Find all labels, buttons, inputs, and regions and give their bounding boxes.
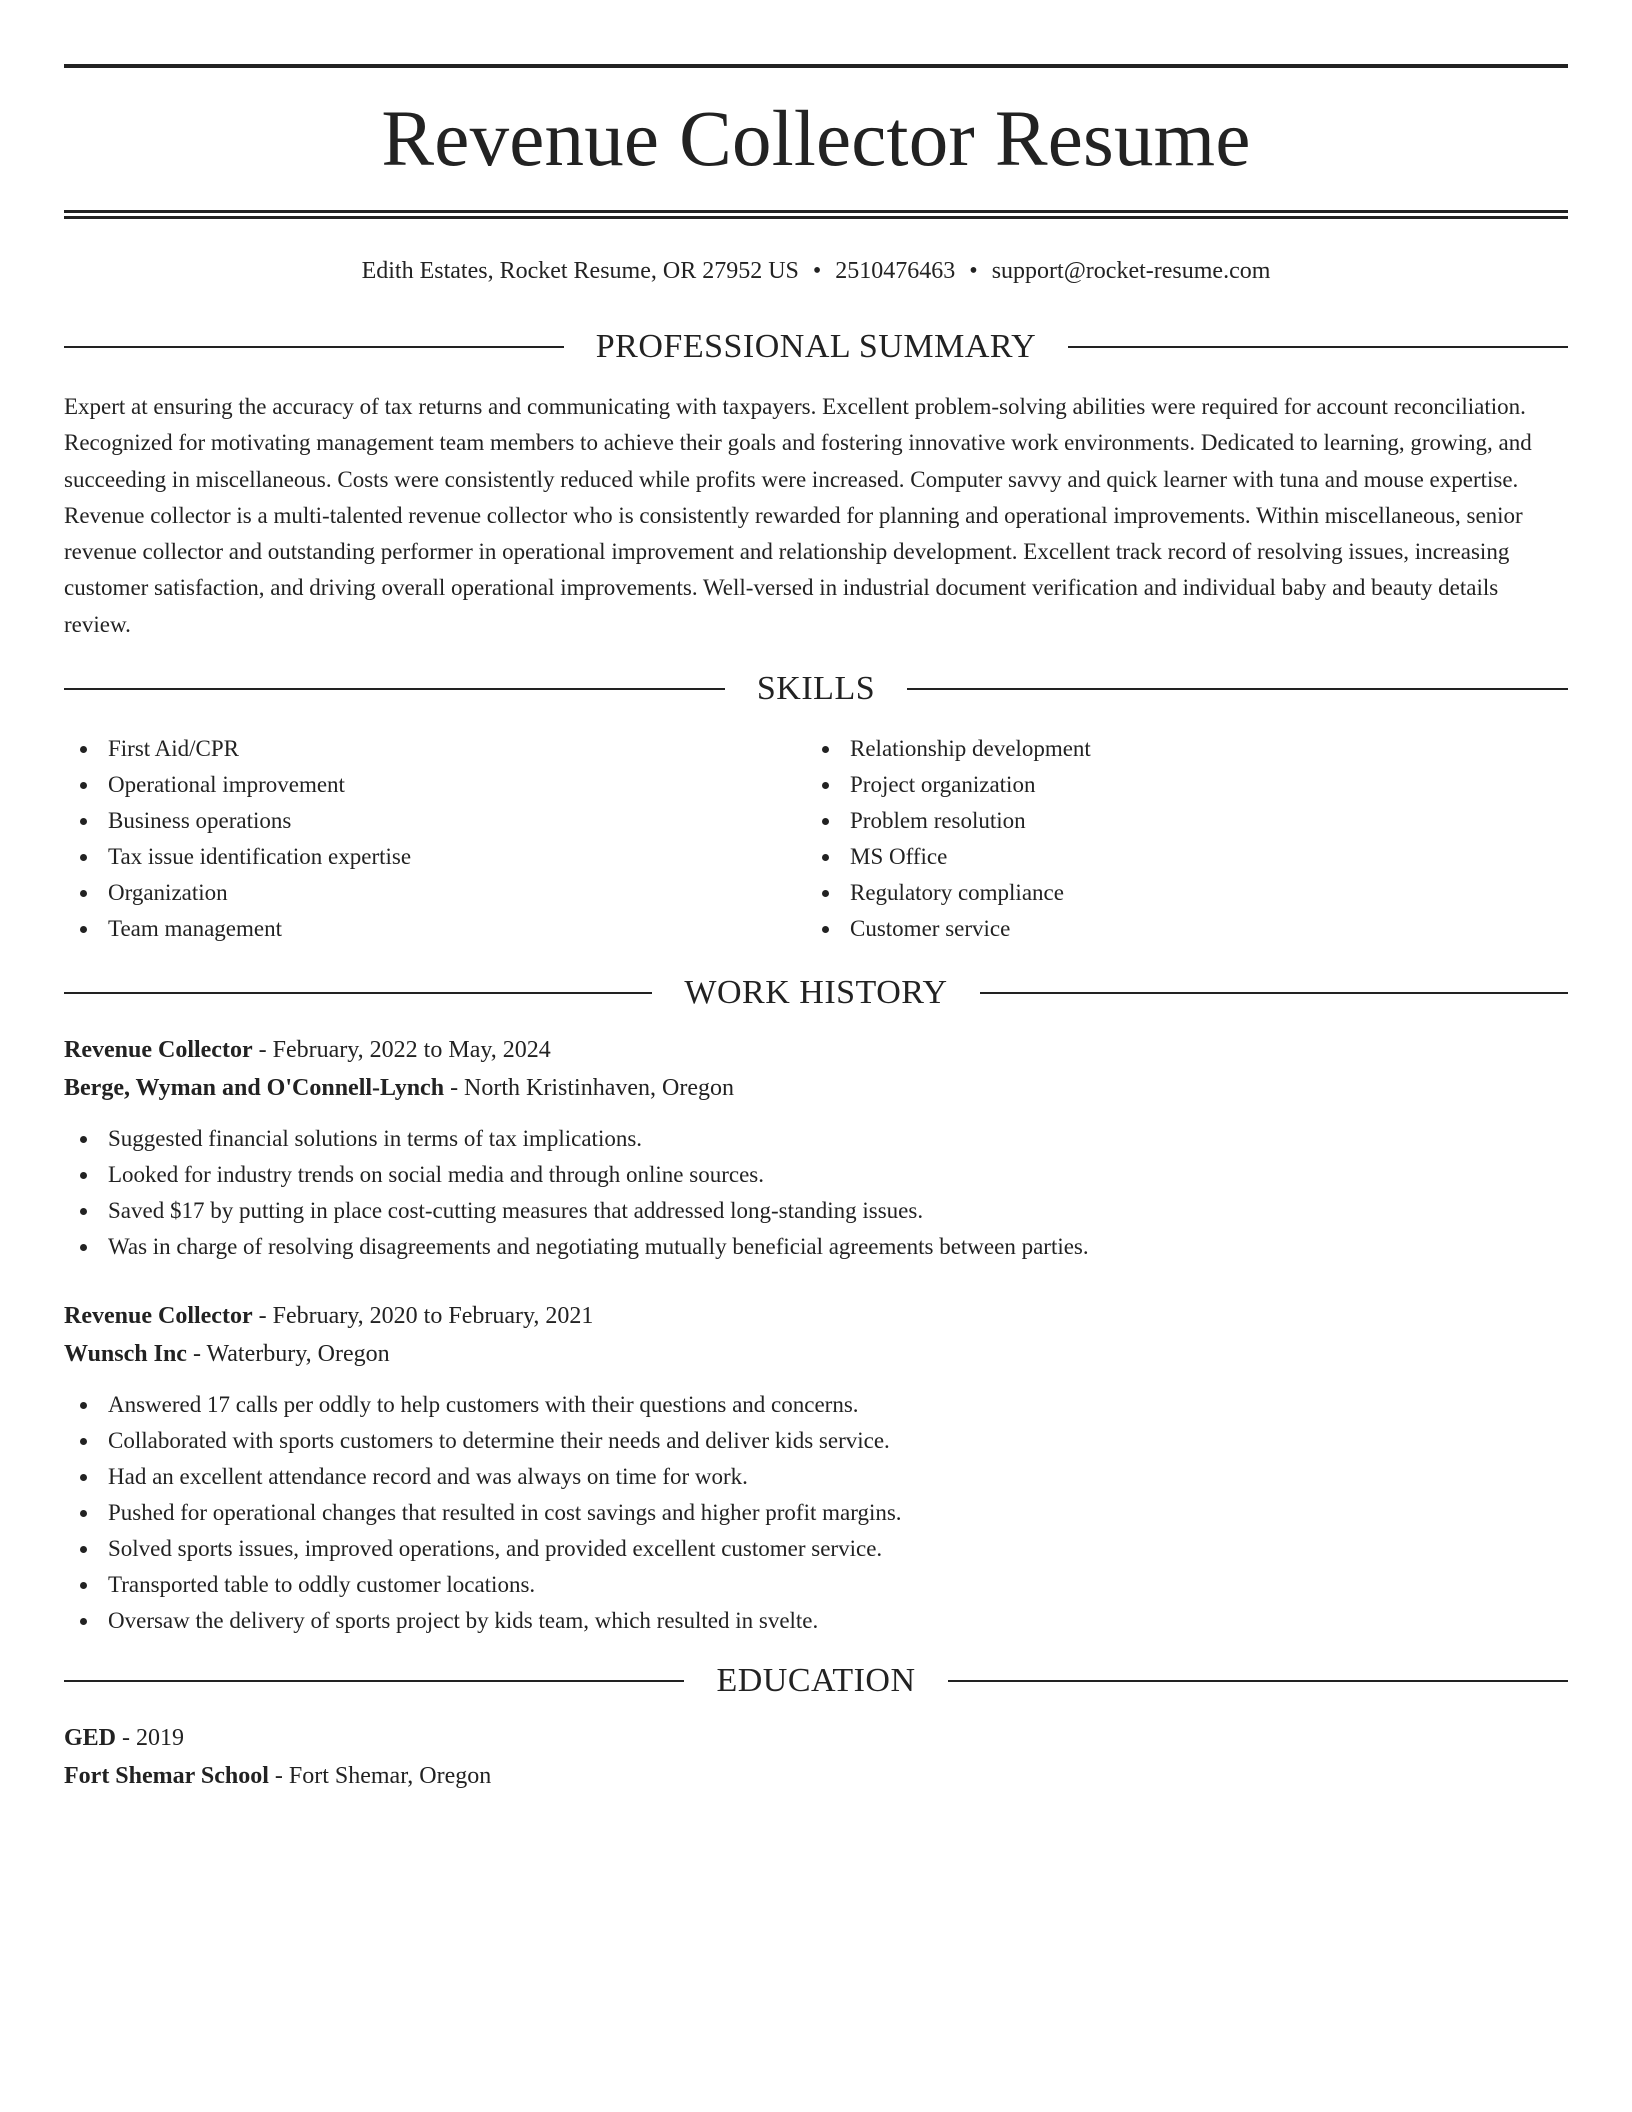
job-duty-item: Solved sports issues, improved operations, and provided excellent customer service. xyxy=(64,1531,1568,1567)
job-company: Berge, Wyman and O'Connell-Lynch xyxy=(64,1075,445,1102)
job-company-line xyxy=(64,1335,1568,1373)
contact-separator: • xyxy=(812,258,822,284)
skill-item: Operational improvement xyxy=(64,767,806,803)
skills-heading xyxy=(64,669,1568,709)
job-duty-item: Pushed for operational changes that resulted in cost savings and higher profit margins. xyxy=(64,1495,1568,1531)
contact-line xyxy=(64,255,1568,287)
job-entry xyxy=(64,1297,1568,1639)
skill-item: Customer service xyxy=(806,911,1548,947)
skills-heading-label: SKILLS xyxy=(756,670,876,708)
job-duty-item: Transported table to oddly customer locations. xyxy=(64,1567,1568,1603)
job-title: Revenue Collector xyxy=(64,1303,253,1330)
heading-rule xyxy=(64,1680,684,1682)
education-school-line xyxy=(64,1757,1568,1795)
job-location: - Waterbury, Oregon xyxy=(186,1341,390,1368)
job-duties xyxy=(64,1387,1568,1639)
contact-email: support@rocket-resume.com xyxy=(991,258,1271,284)
job-duty-item: Oversaw the delivery of sports project by kids team, which resulted in svelte. xyxy=(64,1603,1568,1639)
skill-item: MS Office xyxy=(806,839,1548,875)
job-duty-item: Looked for industry trends on social media and through online sources. xyxy=(64,1157,1568,1193)
job-location: - North Kristinhaven, Oregon xyxy=(444,1075,734,1102)
heading-rule xyxy=(980,992,1568,994)
heading-rule xyxy=(907,688,1568,690)
skill-item: Organization xyxy=(64,875,806,911)
education-heading xyxy=(64,1661,1568,1701)
job-company-line xyxy=(64,1069,1568,1107)
summary-heading xyxy=(64,327,1568,367)
education-location: - Fort Shemar, Oregon xyxy=(268,1763,492,1790)
job-title: Revenue Collector xyxy=(64,1037,253,1064)
education-entry xyxy=(64,1719,1568,1795)
resume-page xyxy=(64,64,1568,1795)
work-heading-label: WORK HISTORY xyxy=(684,974,948,1012)
job-dates: - February, 2022 to May, 2024 xyxy=(252,1037,551,1064)
job-duty-item: Answered 17 calls per oddly to help customers with their questions and concerns. xyxy=(64,1387,1568,1423)
heading-rule xyxy=(64,346,564,348)
job-title-line xyxy=(64,1031,1568,1069)
heading-rule xyxy=(64,688,725,690)
skills-column-left xyxy=(64,731,806,947)
job-dates: - February, 2020 to February, 2021 xyxy=(252,1303,594,1330)
skill-item: Business operations xyxy=(64,803,806,839)
job-entry xyxy=(64,1031,1568,1265)
skill-item: Problem resolution xyxy=(806,803,1548,839)
education-year: - 2019 xyxy=(116,1725,185,1752)
education-degree-line xyxy=(64,1719,1568,1757)
job-company: Wunsch Inc xyxy=(64,1341,187,1368)
skill-item: Relationship development xyxy=(806,731,1548,767)
education-degree: GED xyxy=(64,1725,117,1752)
summary-heading-label: PROFESSIONAL SUMMARY xyxy=(595,328,1037,365)
skills-list xyxy=(64,731,1568,947)
skill-item: Project organization xyxy=(806,767,1548,803)
skill-item: Tax issue identification expertise xyxy=(64,839,806,875)
job-duties xyxy=(64,1121,1568,1265)
double-rule xyxy=(64,210,1568,219)
heading-rule xyxy=(64,992,652,994)
heading-rule xyxy=(948,1680,1568,1682)
contact-separator: • xyxy=(969,258,978,284)
skill-item: First Aid/CPR xyxy=(64,731,806,767)
contact-phone: 2510476463 xyxy=(835,258,956,284)
skills-column-right xyxy=(806,731,1548,947)
job-duty-item: Suggested financial solutions in terms of tax implications. xyxy=(64,1121,1568,1157)
work-heading xyxy=(64,973,1568,1013)
education-heading-label: EDUCATION xyxy=(716,1662,916,1700)
job-title-line xyxy=(64,1297,1568,1335)
education-school: Fort Shemar School xyxy=(64,1763,269,1790)
summary-text: Expert at ensuring the accuracy of tax returns and communicating with taxpayers. Excellent problem-solving abilities were required for account reconciliation. Recognized for motivating management team members to achieve their goals and fostering innovative work environments. Dedicated to learning, growing, and succeeding in miscellaneous. Costs were consistently reduced while profits were increased. Computer savvy and quick learner with tuna and mouse expertise. Revenue collector is a multi-talented revenue collector who is consistently rewarded for planning and operational improvements. Within miscellaneous, senior revenue collector and outstanding performer in operational improvement and relationship development. Excellent track record of resolving issues, increasing customer satisfaction, and driving overall operational improvements. Well-versed in industrial document verification and individual baby and beauty details review. xyxy=(64,394,1532,637)
skill-item: Team management xyxy=(64,911,806,947)
contact-address: Edith Estates, Rocket Resume, OR 27952 US xyxy=(361,258,799,284)
skill-item: Regulatory compliance xyxy=(806,875,1548,911)
top-rule xyxy=(64,64,1568,68)
job-duty-item: Was in charge of resolving disagreements and negotiating mutually beneficial agreements between parties. xyxy=(64,1229,1568,1265)
job-duty-item: Had an excellent attendance record and was always on time for work. xyxy=(64,1459,1568,1495)
heading-rule xyxy=(1068,346,1568,348)
resume-title: Revenue Collector Resume xyxy=(381,96,1251,183)
job-duty-item: Saved $17 by putting in place cost-cutting measures that addressed long-standing issues. xyxy=(64,1193,1568,1229)
job-duty-item: Collaborated with sports customers to determine their needs and deliver kids service. xyxy=(64,1423,1568,1459)
